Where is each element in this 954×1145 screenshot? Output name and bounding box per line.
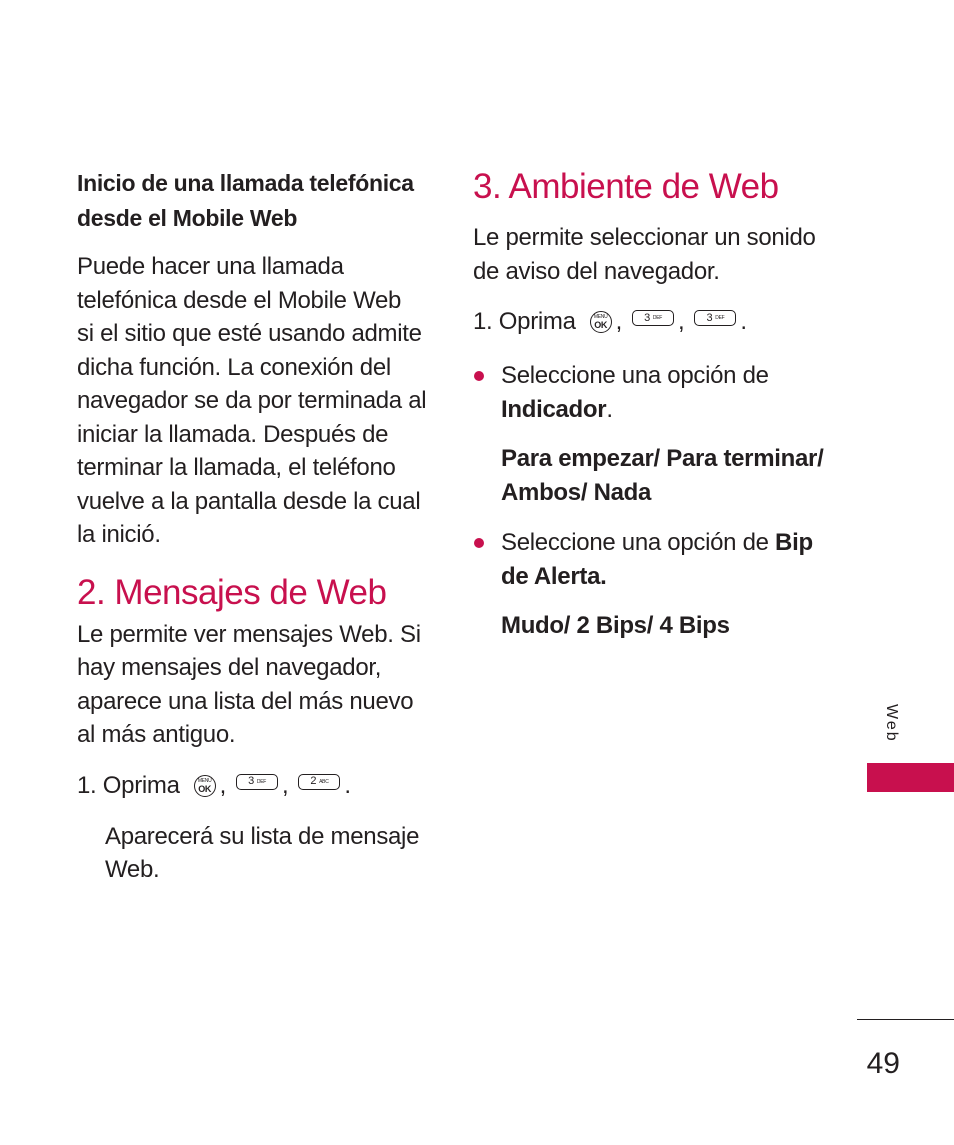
text-line: Le permite ver mensajes Web. Si	[77, 620, 421, 648]
side-section-tab	[867, 763, 954, 792]
bullet-end: .	[606, 395, 613, 423]
page-number: 49	[866, 1047, 900, 1080]
separator: ,	[219, 771, 227, 799]
text-line: Aparecerá su lista de mensaje	[105, 822, 420, 850]
side-section-label: Web	[883, 704, 900, 743]
text-line: aparece una lista del más nuevo	[77, 687, 414, 715]
text-line: dicha función. La conexión del	[77, 353, 391, 381]
text-line: de aviso del navegador.	[473, 257, 720, 285]
key-3-icon	[694, 310, 736, 326]
menu-key-bottom-label: OK	[594, 320, 608, 330]
text-line: Le permite seleccionar un sonido	[473, 224, 816, 251]
text-line: terminar la llamada, el teléfono	[77, 454, 396, 481]
text-line: hay mensajes del navegador,	[77, 654, 382, 681]
key-letters: DEF	[652, 315, 663, 321]
menu-ok-key-icon	[590, 311, 612, 333]
step-end: .	[740, 308, 747, 335]
menu-key-top-label: MENU	[593, 314, 608, 320]
bullet-indicator	[473, 359, 833, 426]
bullet-dot-icon	[474, 371, 484, 381]
separator: ,	[615, 308, 623, 335]
key-2-icon	[298, 774, 340, 790]
web-settings-paragraph	[473, 221, 833, 288]
text-line: la inició.	[77, 521, 161, 548]
bullet-text: Seleccione una opción de	[501, 529, 776, 556]
subheading-line: desde el Mobile Web	[77, 205, 298, 231]
subheading-call-from-web	[77, 166, 432, 236]
text-line: Ambos/ Nada	[501, 478, 652, 506]
call-paragraph	[77, 250, 432, 552]
bullet-bold-term: Bip	[775, 529, 813, 556]
menu-key-top-label: MENU	[197, 777, 212, 784]
indicator-options	[473, 442, 833, 509]
separator: ,	[678, 308, 685, 335]
left-column	[77, 166, 432, 887]
key-letters: DEF	[715, 315, 725, 321]
step-press-keys	[473, 305, 833, 339]
bullet-dot-icon	[474, 538, 484, 548]
text-line: navegador se da por terminada al	[77, 387, 427, 414]
text-line: Web.	[105, 856, 160, 883]
step-end: .	[344, 771, 351, 799]
page-number-rule	[857, 1019, 954, 1020]
step-label: 1. Oprima	[473, 308, 576, 335]
menu-key-bottom-label: OK	[198, 783, 212, 794]
step-press-keys	[77, 769, 432, 803]
web-messages-paragraph	[77, 618, 432, 752]
text-line: Para empezar/ Para terminar/	[501, 445, 824, 472]
key-3-icon	[236, 774, 278, 790]
bullet-bold-term: Indicador	[501, 395, 607, 423]
key-letters: ABC	[319, 778, 329, 785]
text-line: telefónica desde el Mobile Web	[77, 286, 402, 314]
bullet-text: Seleccione una opción de	[501, 362, 769, 389]
text-line: si el sitio que esté usando admite	[77, 320, 422, 347]
key-letters: DEF	[256, 778, 267, 785]
key-number: 3	[706, 311, 713, 324]
subheading-line: Inicio de una llamada telefónica	[77, 170, 414, 196]
text-line: Puede hacer una llamada	[77, 253, 344, 280]
step-label: 1. Oprima	[77, 771, 180, 799]
step-result	[77, 820, 432, 887]
key-number: 3	[248, 775, 254, 787]
key-number: 3	[644, 311, 650, 324]
section-title-web-settings: 3. Ambiente de Web	[473, 167, 779, 206]
text-line: vuelve a la pantalla desde la cual	[77, 487, 421, 515]
text-line: iniciar la llamada. Después de	[77, 420, 389, 448]
menu-ok-key-icon	[194, 775, 216, 797]
separator: ,	[282, 771, 289, 799]
right-column	[473, 166, 833, 643]
text-line: al más antiguo.	[77, 721, 236, 748]
key-number: 2	[310, 775, 317, 787]
section-title-web-messages: 2. Mensajes de Web	[77, 572, 387, 612]
alert-beep-options: Mudo/ 2 Bips/ 4 Bips	[501, 612, 730, 639]
key-3-icon	[632, 310, 674, 326]
bullet-bold-term: de Alerta.	[501, 562, 607, 590]
bullet-alert-beep	[473, 526, 833, 593]
